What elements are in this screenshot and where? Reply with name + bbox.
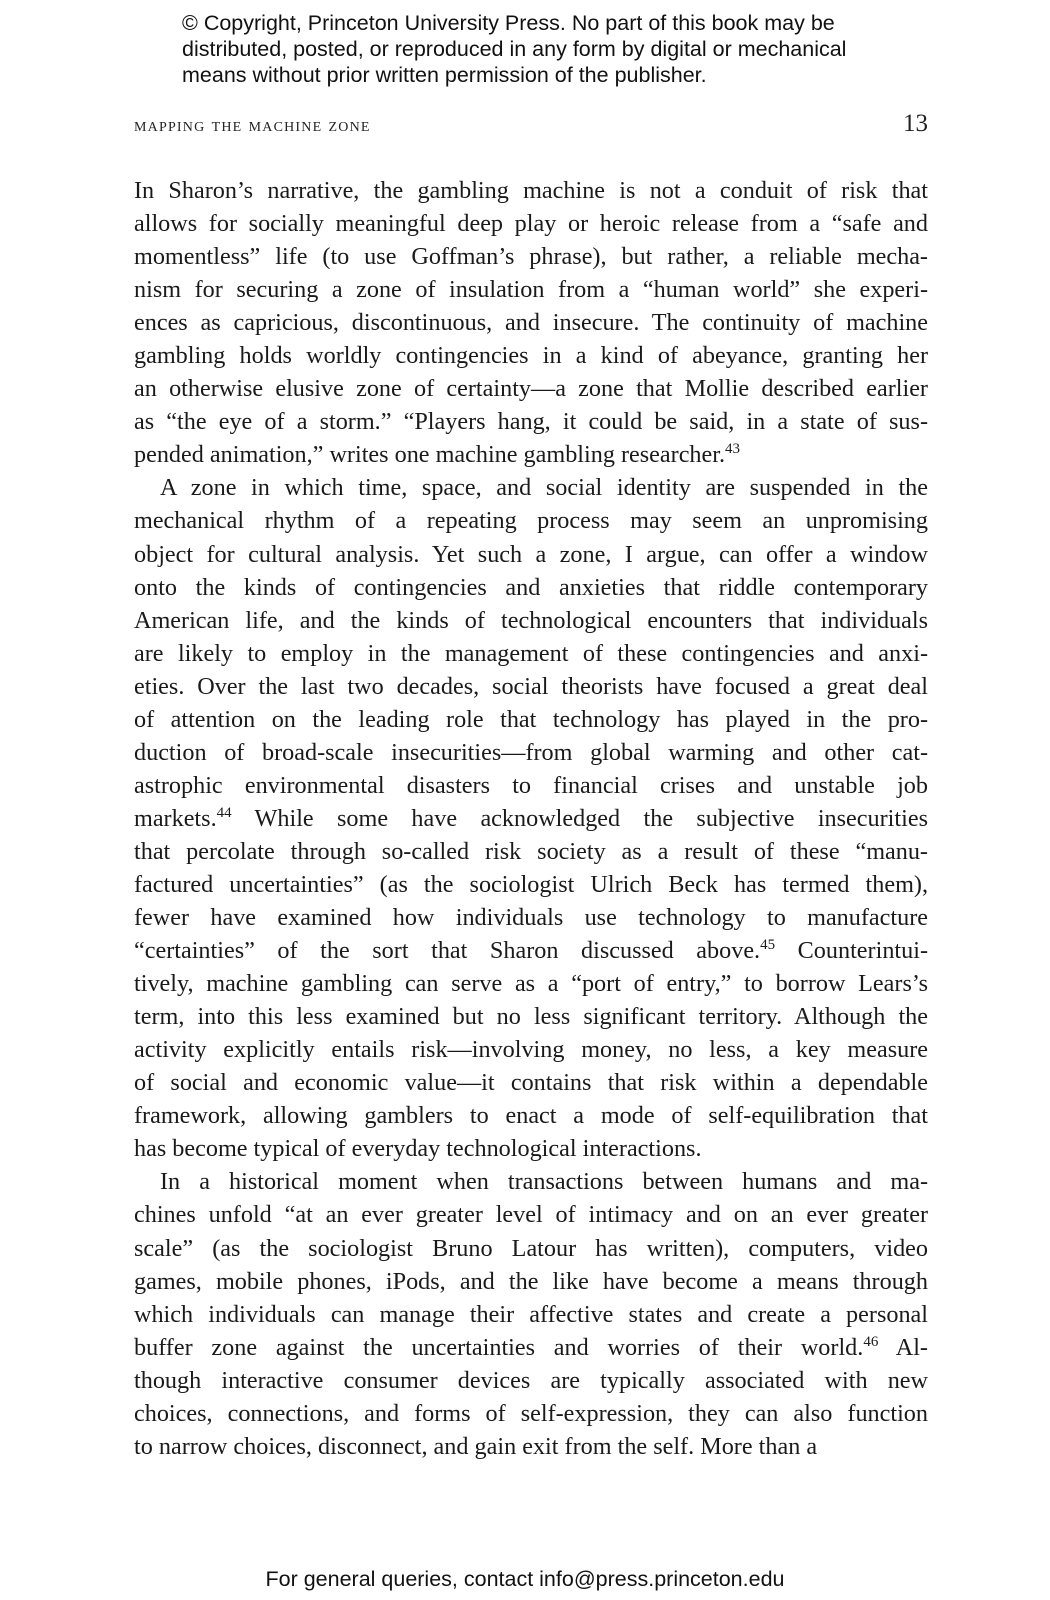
text-line: object for cultural analysis. Yet such a zone, I argue, can offer a window xyxy=(134,540,928,568)
text-line: that percolate through so-called risk society as a result of these “manu- xyxy=(134,837,928,865)
text-run: pended animation,” writes one machine gambling researcher. xyxy=(134,441,726,469)
text-line: duction of broad-scale insecurities—from global warming and other cat- xyxy=(134,738,928,766)
text-run: Counterintui- xyxy=(775,937,929,965)
text-line: allows for socially meaningful deep play or heroic release from a “safe and xyxy=(134,210,928,238)
body-text xyxy=(134,174,928,1463)
text-line: astrophic environmental disasters to financial crises and unstable job xyxy=(134,771,928,799)
footnote-reference: 43 xyxy=(725,441,741,458)
text-line xyxy=(134,934,928,967)
text-line: onto the kinds of contingencies and anxieties that riddle contemporary xyxy=(134,573,928,601)
text-line: term, into this less examined but no less significant territory. Although the xyxy=(134,1003,928,1031)
paragraph xyxy=(134,174,928,471)
text-line: In Sharon’s narrative, the gambling machine is not a conduit of risk that xyxy=(134,177,928,204)
text-line: ences as capricious, discontinuous, and insecure. The continuity of machine xyxy=(134,309,928,337)
copyright-line: means without prior written permission of the publisher. xyxy=(182,63,707,87)
text-line: In a historical moment when transactions between humans and ma- xyxy=(160,1168,928,1196)
running-head-title: mapping the machine zone xyxy=(134,114,371,136)
text-line: momentless” life (to use Goffman’s phrase), but rather, a reliable mecha- xyxy=(134,243,928,271)
text-line: tively, machine gambling can serve as a “port of entry,” to borrow Lears’s xyxy=(134,970,928,998)
copyright-line: distributed, posted, or reproduced in any form by digital or mechanical xyxy=(182,37,847,61)
text-line: which individuals can manage their affective states and create a personal xyxy=(134,1300,928,1328)
running-head xyxy=(134,110,928,140)
text-line: of social and economic value—it contains that risk within a dependable xyxy=(134,1069,928,1097)
text-run: Al- xyxy=(878,1333,928,1361)
footnote-reference: 44 xyxy=(216,804,232,821)
footer-contact: For general queries, contact info@press.princeton.edu xyxy=(265,1567,785,1591)
text-line: fewer have examined how individuals use technology to manufacture xyxy=(134,904,928,932)
paragraph xyxy=(134,471,928,1165)
text-line: are likely to employ in the management of these contingencies and anxi- xyxy=(134,639,928,667)
text-line: A zone in which time, space, and social identity are suspended in the xyxy=(160,474,928,502)
text-line: eties. Over the last two decades, social theorists have focused a great deal xyxy=(134,672,928,700)
text-run: buffer zone against the uncertainties and worries of their world. xyxy=(134,1333,864,1361)
text-line: gambling holds worldly contingencies in a kind of abeyance, granting her xyxy=(134,342,928,370)
text-line: choices, connections, and forms of self-expression, they can also function xyxy=(134,1399,928,1427)
copyright-line: © Copyright, Princeton University Press. No part of this book may be xyxy=(182,11,835,35)
text-line: games, mobile phones, iPods, and the like have become a means through xyxy=(134,1267,928,1295)
text-line: though interactive consumer devices are typically associated with new xyxy=(134,1366,928,1394)
text-line: to narrow choices, disconnect, and gain exit from the self. More than a xyxy=(134,1432,818,1460)
text-line: activity explicitly entails risk—involving money, no less, a key measure xyxy=(134,1036,928,1064)
text-run: “certainties” of the sort that Sharon discussed above. xyxy=(134,937,761,965)
text-line: of attention on the leading role that technology has played in the pro- xyxy=(134,705,928,733)
text-run: While some have acknowledged the subjective insecurities xyxy=(231,804,928,832)
text-line: as “the eye of a storm.” “Players hang, it could be said, in a state of sus- xyxy=(134,408,928,436)
footnote-reference: 45 xyxy=(760,937,776,954)
text-line: an otherwise elusive zone of certainty—a zone that Mollie described earlier xyxy=(134,375,928,403)
text-line: scale” (as the sociologist Bruno Latour has written), computers, video xyxy=(134,1234,928,1262)
text-line: framework, allowing gamblers to enact a mode of self-equilibration that xyxy=(134,1102,928,1130)
text-line xyxy=(134,802,928,835)
paragraph xyxy=(134,1165,928,1462)
footnote-reference: 46 xyxy=(863,1333,879,1350)
text-run: markets. xyxy=(134,804,217,832)
text-line: has become typical of everyday technological interactions. xyxy=(134,1135,702,1163)
page-number: 13 xyxy=(903,110,928,137)
text-line xyxy=(134,438,928,471)
text-line: nism for securing a zone of insulation from a “human world” she experi- xyxy=(134,276,928,304)
text-line: factured uncertainties” (as the sociologist Ulrich Beck has termed them), xyxy=(134,870,928,898)
text-line: mechanical rhythm of a repeating process may seem an unpromising xyxy=(134,507,928,535)
text-line: chines unfold “at an ever greater level of intimacy and on an ever greater xyxy=(134,1201,928,1229)
text-line: American life, and the kinds of technological encounters that individuals xyxy=(134,606,928,634)
copyright-notice xyxy=(182,10,942,88)
text-line xyxy=(134,1331,928,1364)
